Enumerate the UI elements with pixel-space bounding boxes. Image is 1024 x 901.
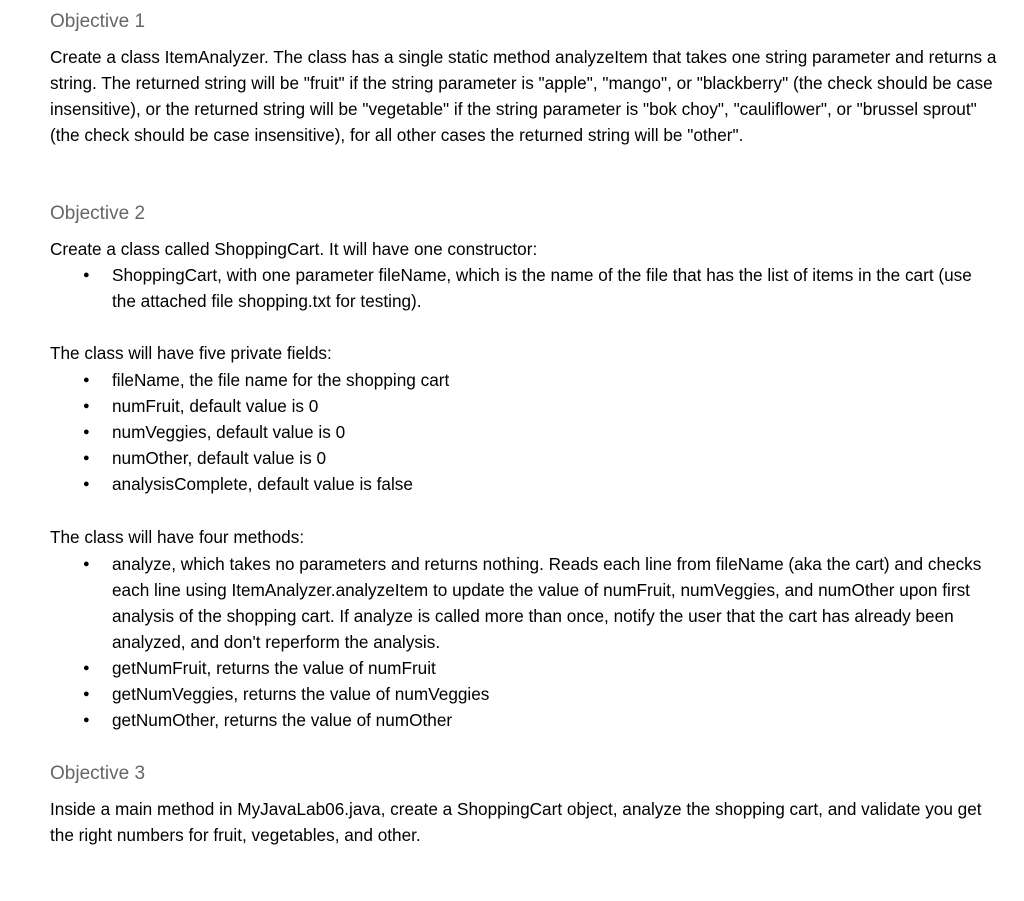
objective-3-heading: Objective 3 (50, 763, 146, 784)
list-item: ● fileName, the file name for the shopping cart (50, 367, 1000, 393)
list-item: ● ShoppingCart, with one parameter fileName, which is the name of the file that has the list of items in the cart (use the attached file shopping.txt for testing). (50, 262, 1000, 314)
list-item: ● numVeggies, default value is 0 (50, 419, 1000, 445)
objective-2-heading: Objective 2 (50, 203, 146, 224)
list-item: ● getNumOther, returns the value of numOther (50, 707, 1000, 733)
list-item: ● getNumVeggies, returns the value of numVeggies (50, 681, 1000, 707)
constructor-list (50, 262, 1000, 314)
objective-1-heading: Objective 1 (50, 11, 146, 32)
fields-list (50, 367, 1000, 497)
objective-1-paragraph: Create a class ItemAnalyzer. The class has a single static method analyzeItem that takes one string parameter and returns a string. The returned string will be "fruit" if the string parameter is "apple", "mango", or "blackberry" (the check should be case insensitive), or the returned string will be "vegetable" if the string parameter is "bok choy", "cauliflower", or "brussel sprout" (the check should be case insensitive), for all other cases the returned string will be "other". (50, 47, 997, 145)
list-item: ● analysisComplete, default value is false (50, 471, 1000, 497)
list-item: ● numFruit, default value is 0 (50, 393, 1000, 419)
list-item: ● analyze, which takes no parameters and returns nothing. Reads each line from fileName (aka the cart) and checks each line using ItemAnalyzer.analyzeItem to update the value of numFruit, numVeggies, and numOther upon first analysis of the shopping cart. If analyze is called more than once, notify the user that the cart has already been analyzed, and don't reperform the analysis. (50, 551, 1000, 655)
list-item: ● getNumFruit, returns the value of numFruit (50, 655, 1000, 681)
objective-3-paragraph: Inside a main method in MyJavaLab06.java, create a ShoppingCart object, analyze the shopping cart, and validate you get the right numbers for fruit, vegetables, and other. (50, 799, 982, 845)
methods-list (50, 551, 1000, 733)
objective-2-intro: Create a class called ShoppingCart. It will have one constructor: (50, 239, 538, 259)
list-item: ● numOther, default value is 0 (50, 445, 1000, 471)
methods-intro: The class will have four methods: (50, 527, 305, 547)
fields-intro: The class will have five private fields: (50, 343, 332, 363)
